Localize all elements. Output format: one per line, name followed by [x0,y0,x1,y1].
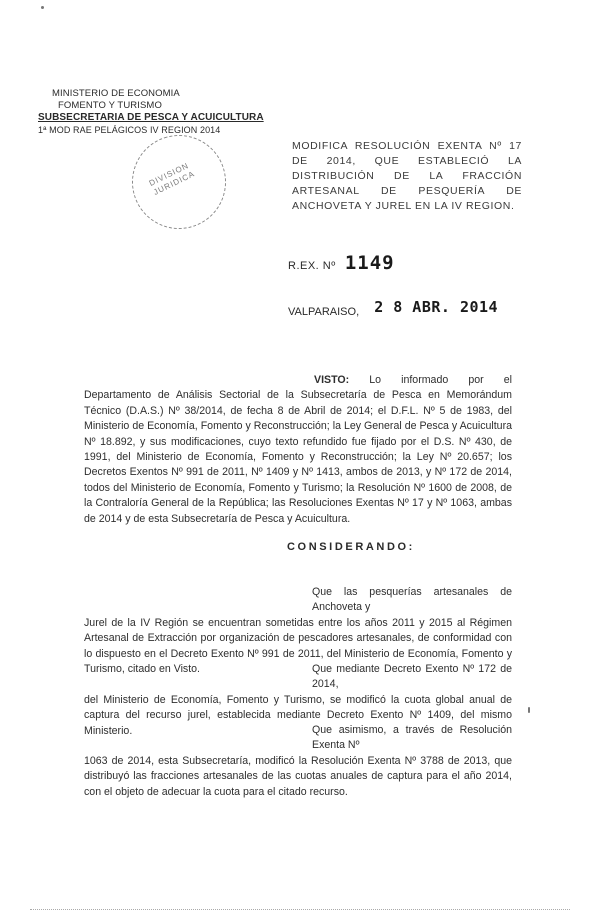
considerando-heading: CONSIDERANDO: [287,541,415,553]
considerando-1-first-line: Que las pesquerías artesanales de Anchoveta y [312,586,512,614]
considerando-3-first-line: Que asimismo, a través de Resolución Exenta Nº [312,724,512,752]
considerando-paragraph-3 [84,723,512,800]
document-subject: MODIFICA RESOLUCIÓN EXENTA Nº 17 DE 2014, QUE ESTABLECIÓ LA DISTRIBUCIÓN DE LA FRACCIÓN ARTESANAL DE PESQUERÍA DE ANCHOVETA Y JUREL EN LA IV REGION. [292,140,522,212]
division-juridica-stamp [120,123,238,241]
resolution-number: 1149 [344,252,395,274]
stamp-text: DIVISION JURIDICA [147,160,197,197]
visto-heading: VISTO: [314,374,350,386]
date-place: VALPARAISO, [288,306,360,318]
resolution-number-line [288,252,395,274]
ministry-header [38,88,268,136]
bottom-scan-line [30,909,570,910]
document-code: 1ª MOD RAE PELÁGICOS IV REGION 2014 [38,125,221,135]
scan-speck [41,6,44,9]
considerando-2-first-line: Que mediante Decreto Exento Nº 172 de 2014, [312,663,512,691]
ministry-name: MINISTERIO DE ECONOMIA [52,88,180,99]
considerando-3-rest: 1063 de 2014, esta Subsecretaría, modificó la Resolución Exenta Nº 3788 de 2013, que distribuyó las fracciones artesanales de las cuotas anuales de captura para el año 2014, con el objeto de adecuar la cuota para el citado recurso. [84,754,512,798]
visto-paragraph [84,373,512,527]
resolution-label: R.EX. Nº [288,260,336,272]
ministry-subname: FOMENTO Y TURISMO [58,100,162,111]
scan-speck [528,707,530,713]
considerando-2-rest: del Ministerio de Economía, Fomento y Turismo, se modificó la cuota global anual de captura del recurso jurel, establecida mediante Decreto Exento Nº 1409, del mismo Ministerio. [84,693,512,737]
visto-text: Lo informado por el Departamento de Análisis Sectorial de la Subsecretaría de Pesca en Memorándum Técnico (D.A.S.) Nº 38/2014, de fecha 8 de Abril de 2014; el D.F.L. Nº 5 de 1983, del Ministerio de Economía, Fomento y Reconstrucción; la Ley General de Pesca y Acuicultura Nº 18.892, y sus modificaciones, cuyo texto refundido fue fijado por el D.S. Nº 430, de 1991, del Ministerio de Economía, Fomento y Reconstrucción; la Ley Nº 20.657; los Decretos Exentos Nº 991 de 2011, Nº 1409 y Nº 1413, ambos de 2013, y Nº 172 de 2014, todos del Ministerio de Economía, Fomento y Turismo; la Resolución Nº 1600 de 2008, de la Contraloría General de la República; las Resoluciones Exentas Nº 17 y Nº 1063, ambas de 2014 y de esta Subsecretaría de Pesca y Acuicultura. [84,374,512,525]
date-value: 2 8 ABR. 2014 [374,298,499,316]
considerando-1-rest: Jurel de la IV Región se encuentran sometidas entre los años 2011 y 2015 al Régimen Artesanal de Extracción por organización de pescadores artesanales, de conformidad con lo dispuesto en el Decreto Exento Nº 991 de 2011, del Ministerio de Economía, Fomento y Turismo, citado en Visto. [84,616,512,676]
subsecretaria-name: SUBSECRETARIA DE PESCA Y ACUICULTURA [38,112,264,123]
date-line [288,298,498,318]
